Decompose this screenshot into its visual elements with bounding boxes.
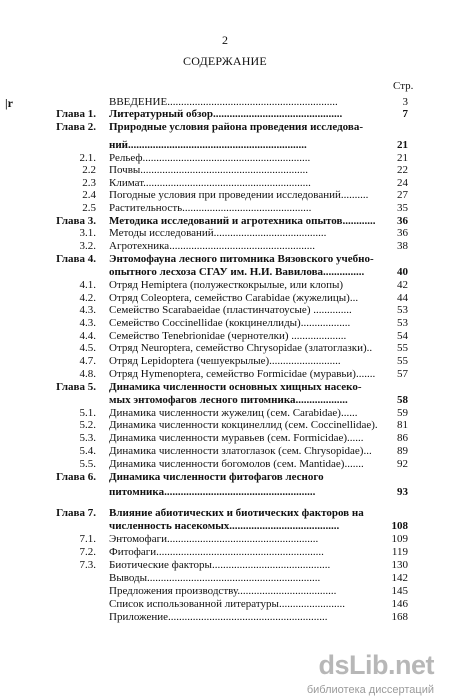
toc-entry-page: 44	[397, 292, 408, 304]
toc-entry-number: 7.3.	[79, 559, 96, 571]
toc-entry-title: Список использованной литературы........................	[109, 598, 345, 610]
toc-entry-page: 81	[397, 419, 408, 431]
toc-entry-title: Погодные условия при проведении исследований..........	[109, 189, 369, 201]
toc-entry-page: 109	[391, 533, 408, 545]
toc-entry-page: 55	[397, 355, 408, 367]
toc-entry-title: питомника.......................................................	[109, 486, 316, 498]
margin-mark: |r	[5, 96, 13, 110]
toc-entry-number: 4.3.	[79, 317, 96, 329]
toc-entry-page: 146	[391, 598, 408, 610]
toc-entry-number: 5.1.	[79, 407, 96, 419]
toc-entry-title: Агротехника.....................................................	[109, 240, 315, 252]
toc-entry-page: 7	[402, 108, 408, 120]
toc-entry-page: 22	[397, 164, 408, 176]
toc-entry-number: 2.4	[82, 189, 96, 201]
toc-entry-page: 21	[397, 152, 408, 164]
toc-entry-page: 86	[397, 432, 408, 444]
toc-entry-page: 93	[397, 486, 408, 498]
toc-entry-title: Выводы...............................................................	[109, 572, 321, 584]
toc-entry-title: Методы исследований.........................................	[109, 227, 327, 239]
toc-entry-page: 145	[391, 585, 408, 597]
toc-entry-number: 2.2	[82, 164, 96, 176]
toc-entry-page: 38	[397, 240, 408, 252]
toc-entry-title: Отряд Coleoptera, семейство Carabidae (жужелицы)...	[109, 292, 359, 304]
toc-entry-title: Динамика численности жужелиц (сем. Carabidae)......	[109, 407, 358, 419]
toc-entry-title: Энтомофауна лесного питомника Вязовского учебно-	[109, 253, 374, 265]
toc-entry-number: 3.1.	[79, 227, 96, 239]
toc-entry-title: Динамика численности златоглазок (сем. Chrysopidae)...	[109, 445, 372, 457]
toc-entry-title: опытного лесхоза СГАУ им. Н.И. Вавилова...............	[109, 266, 365, 278]
toc-entry-title: Динамика численности муравьев (сем. Formicidae)......	[109, 432, 364, 444]
toc-entry-page: 3	[402, 96, 408, 108]
toc-entry-number: 7.2.	[79, 546, 96, 558]
toc-entry-title: Динамика численности кокцинеллид (сем. Coccinellidae).	[109, 419, 378, 431]
toc-entry-number: 3.2.	[79, 240, 96, 252]
toc-entry-number: 4.7.	[79, 355, 96, 367]
toc-entry-number: 2.1.	[79, 152, 96, 164]
toc-entry-page: 40	[397, 266, 408, 278]
toc-entry-number: 4.1.	[79, 279, 96, 291]
toc-entry-title: Фитофаги.............................................................	[109, 546, 324, 558]
toc-entry-number: 4.3.	[79, 304, 96, 316]
toc-entry-number: 2.5	[82, 202, 96, 214]
toc-entry-number: Глава 5.	[56, 381, 96, 393]
toc-entry-number: 7.1.	[79, 533, 96, 545]
page-title: СОДЕРЖАНИЕ	[183, 54, 267, 68]
toc-entry-title: Семейство Scarabaeidae (пластинчатоусые) ..............	[109, 304, 352, 316]
toc-entry-page: 142	[391, 572, 408, 584]
toc-entry-page: 53	[397, 317, 408, 329]
toc-entry-page: 57	[397, 368, 408, 380]
toc-entry-title: Природные условия района проведения исследова-	[109, 121, 363, 133]
toc-entry-number: 5.3.	[79, 432, 96, 444]
toc-entry-title: Отряд Hymenoptera, семейство Formicidae (муравьи).......	[109, 368, 376, 380]
toc-entry-title: Семейство Coccinellidae (кокцинеллиды)..................	[109, 317, 351, 329]
toc-entry-number: 5.5.	[79, 458, 96, 470]
toc-entry-title: Семейство Tenebrionidae (чернотелки) ....................	[109, 330, 347, 342]
toc-entry-title: Энтомофаги.......................................................	[109, 533, 319, 545]
toc-entry-number: Глава 1.	[56, 108, 96, 120]
toc-entry-number: Глава 3.	[56, 215, 96, 227]
toc-entry-page: 59	[397, 407, 408, 419]
toc-entry-number: 2.3	[82, 177, 96, 189]
toc-entry-title: Отряд Hemiptera (полужесткокрылые, или клопы)	[109, 279, 344, 291]
toc-entry-page: 42	[397, 279, 408, 291]
toc-entry-title: ВВЕДЕНИЕ..............................................................	[109, 96, 338, 108]
toc-entry-number: 4.4.	[79, 330, 96, 342]
watermark	[0, 650, 450, 699]
toc-entry-number: Глава 4.	[56, 253, 96, 265]
toc-entry-page: 54	[397, 330, 408, 342]
toc-entry-title: Приложение..........................................................	[109, 611, 328, 623]
toc-entry-number: 4.8.	[79, 368, 96, 380]
toc-entry-title: Литературный обзор...............................................	[109, 108, 343, 120]
toc-entry-title: Растительность...............................................	[109, 202, 312, 214]
toc-entry-page: 21	[397, 139, 408, 151]
toc-entry-page: 130	[391, 559, 408, 571]
toc-entry-number: Глава 2.	[56, 121, 96, 133]
watermark-subtitle: библиотека диссертаций	[306, 684, 434, 696]
toc-entry-page: 108	[391, 520, 408, 532]
toc-entry-page: 27	[397, 189, 408, 201]
toc-entry-page: 89	[397, 445, 408, 457]
toc-entry-page: 119	[391, 546, 408, 558]
page-column-label: Стр.	[393, 80, 414, 92]
toc-entry-number: Глава 6.	[56, 471, 96, 483]
toc-entry-number: 5.2.	[79, 419, 96, 431]
toc-entry-page: 55	[397, 342, 408, 354]
toc-entry-title: Динамика численности богомолов (сем. Mantidae).......	[109, 458, 364, 470]
toc-entry-title: Отряд Lepidoptera (чешуекрылые)..........................	[109, 355, 341, 367]
toc-entry-number: 4.5.	[79, 342, 96, 354]
toc-entry-page: 168	[391, 611, 408, 623]
toc-entry-title: Почвы.............................................................	[109, 164, 309, 176]
toc-entry-number: 4.2.	[79, 292, 96, 304]
toc-entry-page: 35	[397, 202, 408, 214]
toc-entry-page: 58	[397, 394, 408, 406]
toc-entry-title: Биотические факторы...........................................	[109, 559, 331, 571]
toc-entry-title: Климат.............................................................	[109, 177, 311, 189]
toc-entry-title: численность насекомых........................................	[109, 520, 340, 532]
toc-entry-title: Динамика численности фитофагов лесного	[109, 471, 324, 483]
toc-entry-number: 5.4.	[79, 445, 96, 457]
toc-entry-title: Рельеф.............................................................	[109, 152, 311, 164]
toc-entry-title: Предложения производству....................................	[109, 585, 337, 597]
toc-entry-page: 36	[397, 227, 408, 239]
toc-entry-title: Динамика численности основных хищных насеко-	[109, 381, 362, 393]
toc-entry-page: 92	[397, 458, 408, 470]
toc-entry-page: 36	[397, 215, 408, 227]
toc-entry-title: Отряд Neuroptera, семейство Chrysopidae (златоглазки)..	[109, 342, 373, 354]
page-number: 2	[222, 33, 228, 47]
toc-entry-title: Методика исследований и агротехника опытов............	[109, 215, 376, 227]
watermark-logo: dsLib.net	[318, 650, 434, 680]
toc-entry-title: Влияние абиотических и биотических факторов на	[109, 507, 364, 519]
toc-entry-title: мых энтомофагов лесного питомника...................	[109, 394, 348, 406]
toc-entry-number: Глава 7.	[56, 507, 96, 519]
toc-entry-page: 24	[397, 177, 408, 189]
toc-entry-title: ний.................................................................	[109, 139, 307, 151]
toc-entry-page: 53	[397, 304, 408, 316]
